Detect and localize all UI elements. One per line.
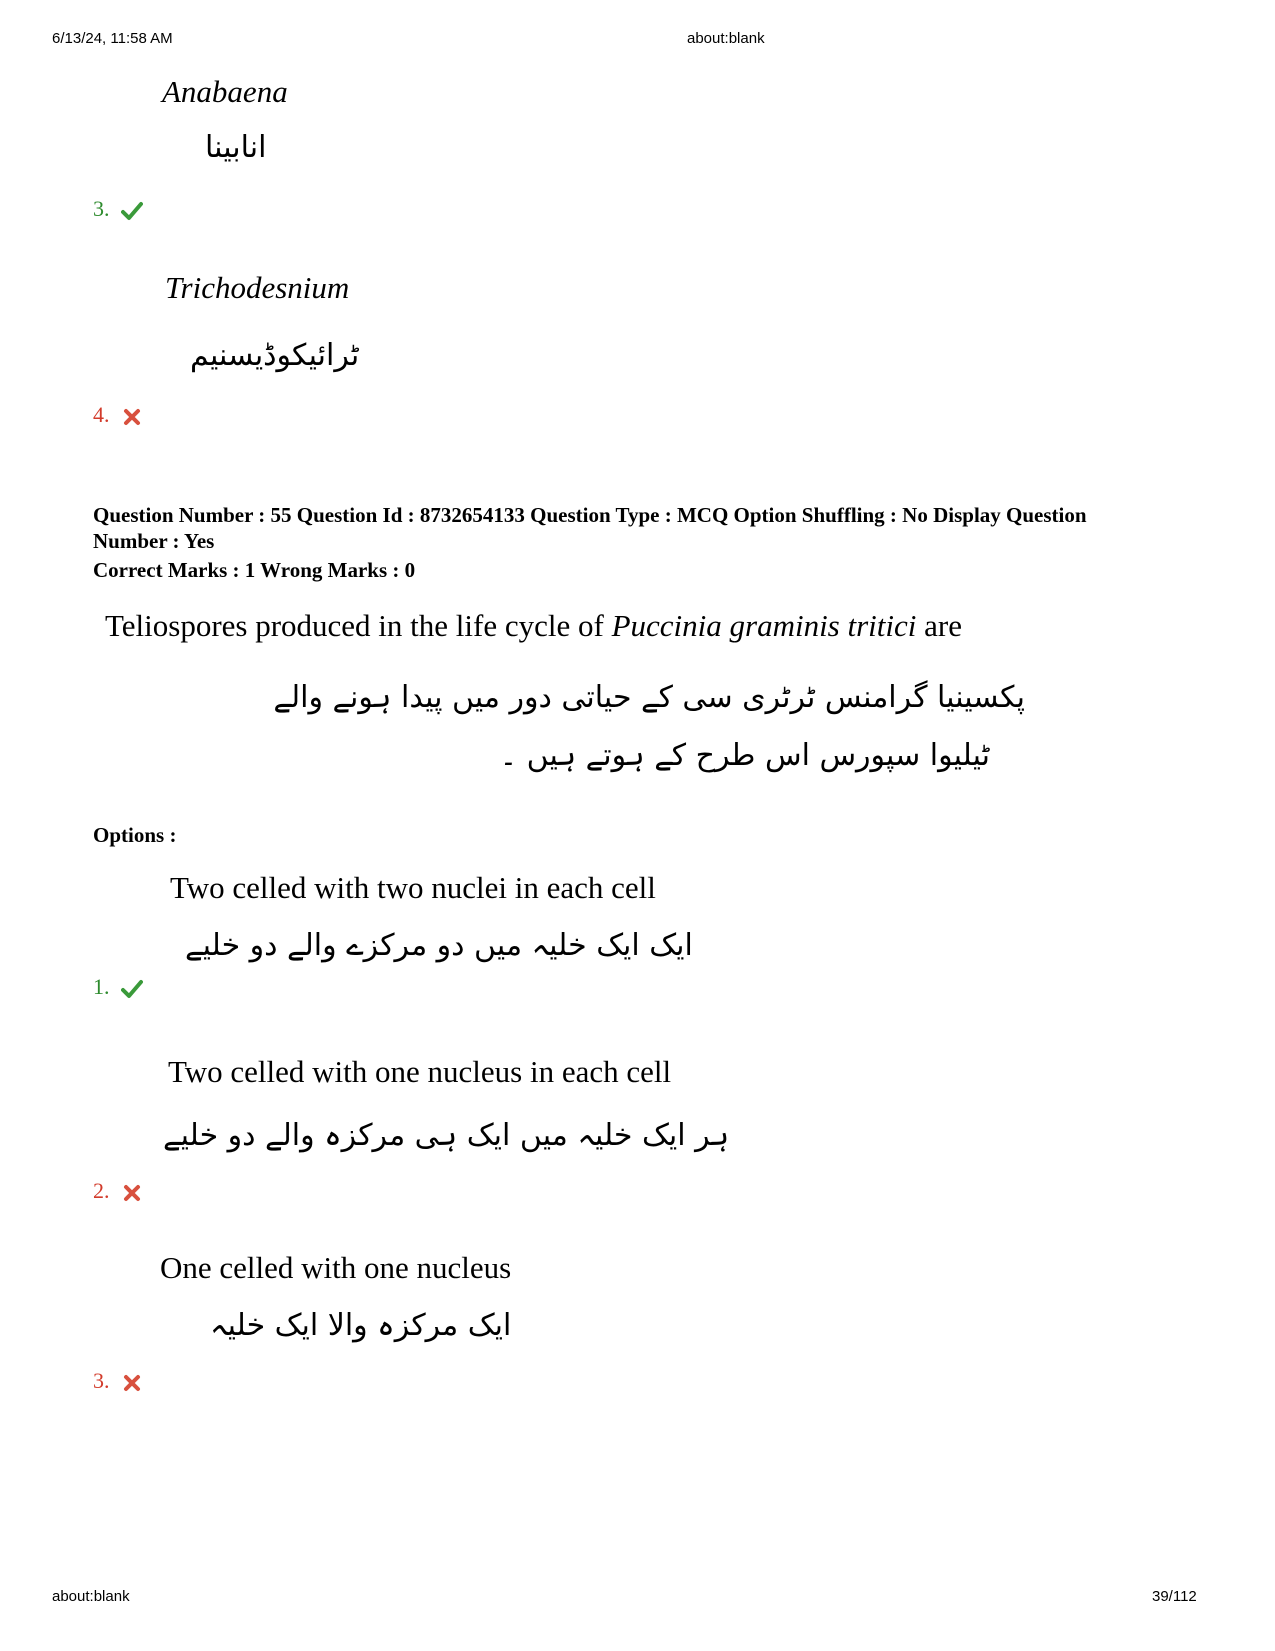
option-english-text: Anabaena xyxy=(162,74,288,109)
question-marks: Correct Marks : 1 Wrong Marks : 0 xyxy=(93,558,416,582)
question-urdu-line-1: پکسینیا گرامنس ٹرٹری سی کے حیاتی دور میں پیدا ہونے والے xyxy=(273,680,1025,715)
option-number: 3. xyxy=(93,196,143,222)
option-urdu-text: ایک ایک خلیہ میں دو مرکزے والے دو خلیے xyxy=(185,928,693,963)
options-label: Options : xyxy=(93,823,177,847)
option-english-text: Trichodesnium xyxy=(165,270,350,305)
option-number: 1. xyxy=(93,974,143,1000)
option-urdu-text: انابینا xyxy=(205,130,267,165)
option-number: 2. xyxy=(93,1178,143,1204)
cross-icon xyxy=(121,1183,143,1203)
question-urdu-line-2: ٹیلیوا سپورس اس طرح کے ہوتے ہیں ۔ xyxy=(499,738,990,773)
option-english-text: Two celled with one nucleus in each cell xyxy=(168,1054,672,1089)
option-urdu-text: ٹرائیکوڈیسنیم xyxy=(190,338,360,373)
question-meta-line: Number : Yes xyxy=(93,529,215,553)
print-url: about:blank xyxy=(687,30,765,47)
option-english-text: Two celled with two nuclei in each cell xyxy=(170,870,656,905)
footer-url: about:blank xyxy=(52,1588,130,1605)
print-datetime: 6/13/24, 11:58 AM xyxy=(52,30,173,47)
option-urdu-text: ہر ایک خلیہ میں ایک ہی مرکزہ والے دو خلیے xyxy=(163,1118,730,1153)
cross-icon xyxy=(121,407,143,427)
question-meta-line: Question Number : 55 Question Id : 8732654133 Question Type : MCQ Option Shuffling : No Display Question xyxy=(93,503,1087,527)
question-text: Teliospores produced in the life cycle of Puccinia graminis tritici are xyxy=(105,608,962,643)
page-number: 39/112 xyxy=(1152,1588,1197,1605)
check-icon xyxy=(121,979,143,999)
check-icon xyxy=(121,201,143,221)
option-urdu-text: ایک مرکزہ والا ایک خلیہ xyxy=(210,1308,512,1343)
cross-icon xyxy=(121,1373,143,1393)
option-number: 4. xyxy=(93,402,143,428)
question-meta xyxy=(93,502,1203,554)
option-english-text: One celled with one nucleus xyxy=(160,1250,512,1285)
option-number: 3. xyxy=(93,1368,143,1394)
